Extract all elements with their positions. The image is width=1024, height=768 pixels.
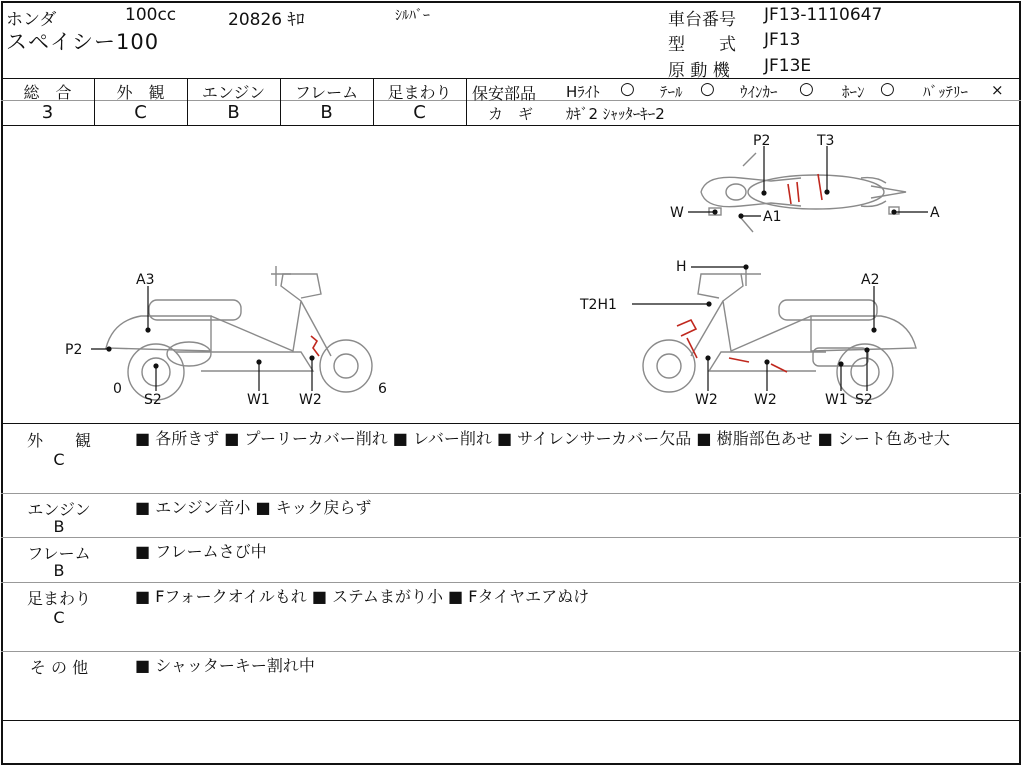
top-a-label: A [930, 205, 940, 221]
grade-suspension-label: 足まわり [387, 83, 452, 102]
mileage: 20826 ｷﾛ [228, 10, 305, 30]
displacement: 100cc [125, 5, 177, 25]
battery-ng-mark: × [991, 81, 1004, 99]
divider [1, 423, 1021, 424]
right-t2h1-label: T2H1 [580, 297, 617, 313]
grade-exterior-value: C [134, 102, 147, 123]
color: ｼﾙﾊﾞｰ [395, 8, 430, 24]
section-suspension-grade: C [53, 608, 65, 627]
headlight-label: Hﾗｲﾄ [566, 83, 600, 101]
section-engine-notes: ■ エンジン音小 ■ キック戻らず [135, 498, 372, 517]
tail-ok-mark: ○ [700, 79, 715, 99]
winker-label: ｳｲﾝｶｰ [740, 83, 778, 101]
type-label: 型 式 [668, 35, 736, 55]
section-frame-grade: B [53, 561, 65, 580]
grade-overall-value: 3 [41, 102, 54, 123]
top-view-sketch [701, 153, 906, 232]
leader-lines [91, 146, 928, 391]
horn-label: ﾎｰﾝ [842, 83, 865, 101]
key-value: ｶｷﾞ2 ｼｬｯﾀｰｷｰ2 [566, 105, 665, 123]
engine-value: JF13E [764, 56, 812, 76]
left-six-label: 6 [378, 381, 387, 397]
section-frame-label: フレーム [27, 544, 91, 563]
grade-engine-value: B [227, 102, 240, 123]
top-w-label: W [670, 205, 684, 221]
divider [1, 537, 1021, 538]
right-h-label: H [676, 259, 687, 275]
maker: ホンダ [6, 10, 57, 30]
divider [1, 493, 1021, 494]
divider [1, 78, 1021, 79]
section-other-notes: ■ シャッターキー割れ中 [135, 656, 315, 675]
section-frame-notes: ■ フレームさび中 [135, 542, 267, 561]
left-s2-label: S2 [144, 392, 162, 408]
grade-frame-value: B [320, 102, 333, 123]
right-s2-label: S2 [855, 392, 873, 408]
horn-ok-mark: ○ [880, 79, 895, 99]
headlight-ok-mark: ○ [620, 79, 635, 99]
right-w1-label: W1 [825, 392, 848, 408]
grade-suspension-value: C [413, 102, 426, 123]
section-exterior-label: 外 観 [26, 431, 91, 450]
left-w2-label: W2 [299, 392, 322, 408]
section-exterior-notes: ■ 各所きず ■ プーリーカバー削れ ■ レバー削れ ■ サイレンサーカバー欠品 ■ 樹脂部色あせ ■ シート色あせ大 [135, 429, 950, 448]
top-p2-label: P2 [753, 133, 771, 149]
section-suspension-label: 足まわり [26, 589, 91, 608]
right-w2b-label: W2 [754, 392, 777, 408]
grade-exterior-label: 外 観 [116, 83, 165, 102]
left-p2-label: P2 [65, 342, 83, 358]
left-zero-label: 0 [113, 381, 122, 397]
section-engine-label: エンジン [27, 500, 91, 519]
left-a3-label: A3 [136, 272, 155, 288]
key-label: カ ギ [488, 105, 534, 123]
top-a1-label: A1 [763, 209, 782, 225]
grade-engine-label: エンジン [201, 83, 266, 102]
section-other-label: そ の 他 [29, 658, 89, 677]
frame-no-label: 車台番号 [668, 10, 736, 30]
left-w1-label: W1 [247, 392, 270, 408]
grade-frame-label: フレーム [294, 83, 359, 102]
battery-label: ﾊﾞｯﾃﾘｰ [923, 83, 969, 101]
divider [1, 720, 1021, 721]
tail-label: ﾃｰﾙ [660, 83, 683, 101]
safety-label: 保安部品 [472, 84, 537, 103]
top-t3-label: T3 [817, 133, 835, 149]
section-exterior-grade: C [53, 450, 65, 469]
divider [466, 78, 467, 125]
engine-label: 原 動 機 [668, 61, 730, 81]
section-engine-grade: B [53, 517, 65, 536]
divider [1, 651, 1021, 652]
divider [1, 582, 1021, 583]
right-w2a-label: W2 [695, 392, 718, 408]
model-name: スペイシー100 [6, 30, 160, 54]
section-suspension-notes: ■ Fフォークオイルもれ ■ ステムまがり小 ■ Fタイヤエアぬけ [135, 587, 590, 606]
grade-overall-label: 総 合 [23, 83, 72, 102]
type-value: JF13 [764, 30, 801, 50]
right-a2-label: A2 [861, 272, 880, 288]
frame-no: JF13-1110647 [764, 5, 883, 25]
winker-ok-mark: ○ [799, 79, 814, 99]
damage-diagram [1, 126, 1021, 423]
